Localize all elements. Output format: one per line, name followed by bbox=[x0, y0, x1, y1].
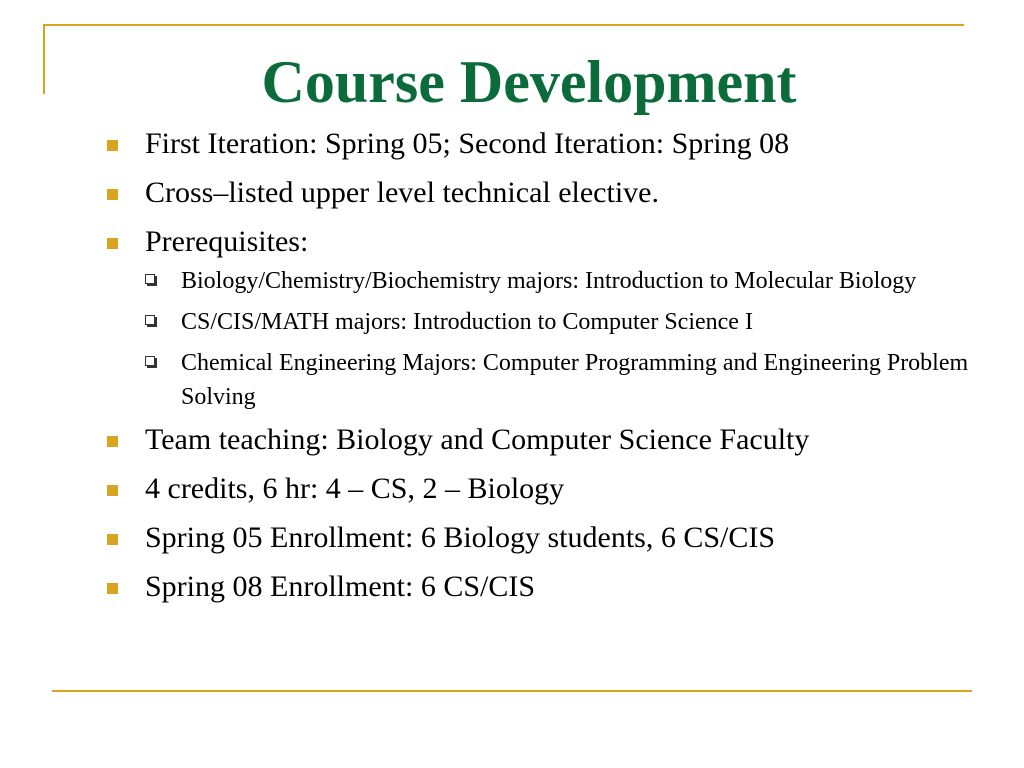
bullet-text: Prerequisites: bbox=[145, 225, 309, 258]
square-bullet-icon bbox=[107, 534, 118, 545]
sub-bullet-text: Chemical Engineering Majors: Computer Programming and Engineering Problem Solving bbox=[181, 350, 969, 410]
bullet-item bbox=[105, 520, 985, 556]
square-bullet-icon bbox=[107, 238, 118, 249]
bullet-item bbox=[105, 224, 985, 260]
bullet-item bbox=[105, 126, 985, 162]
frame-bottom-line bbox=[52, 690, 972, 692]
bullet-text: Spring 05 Enrollment: 6 Biology students, 6 CS/CIS bbox=[145, 521, 776, 554]
sub-bullet-item bbox=[105, 346, 985, 414]
sub-bullet-item bbox=[105, 264, 985, 298]
hollow-square-bullet-icon bbox=[145, 315, 155, 325]
square-bullet-icon bbox=[107, 583, 118, 594]
sub-bullet-text: Biology/Chemistry/Biochemistry majors: Introduction to Molecular Biology bbox=[181, 268, 917, 294]
square-bullet-icon bbox=[107, 485, 118, 496]
frame-top-line bbox=[43, 24, 964, 26]
bullet-text: First Iteration: Spring 05; Second Iteration: Spring 08 bbox=[145, 127, 790, 160]
square-bullet-icon bbox=[107, 189, 118, 200]
bullet-text: Cross–listed upper level technical elective. bbox=[145, 176, 659, 209]
hollow-square-bullet-icon bbox=[145, 274, 155, 284]
slide-title: Course Development bbox=[261, 49, 797, 115]
hollow-square-bullet-icon bbox=[145, 356, 155, 366]
slide-body bbox=[105, 126, 985, 618]
square-bullet-icon bbox=[107, 140, 118, 151]
sub-bullet-item bbox=[105, 305, 985, 339]
sub-bullet-text: CS/CIS/MATH majors: Introduction to Computer Science I bbox=[181, 309, 753, 335]
bullet-item bbox=[105, 471, 985, 507]
bullet-item bbox=[105, 175, 985, 211]
bullet-text: Team teaching: Biology and Computer Science Faculty bbox=[145, 423, 810, 456]
bullet-text: Spring 08 Enrollment: 6 CS/CIS bbox=[145, 570, 536, 603]
bullet-item bbox=[105, 422, 985, 458]
bullet-text: 4 credits, 6 hr: 4 – CS, 2 – Biology bbox=[145, 472, 565, 505]
bullet-item bbox=[105, 569, 985, 605]
square-bullet-icon bbox=[107, 436, 118, 447]
